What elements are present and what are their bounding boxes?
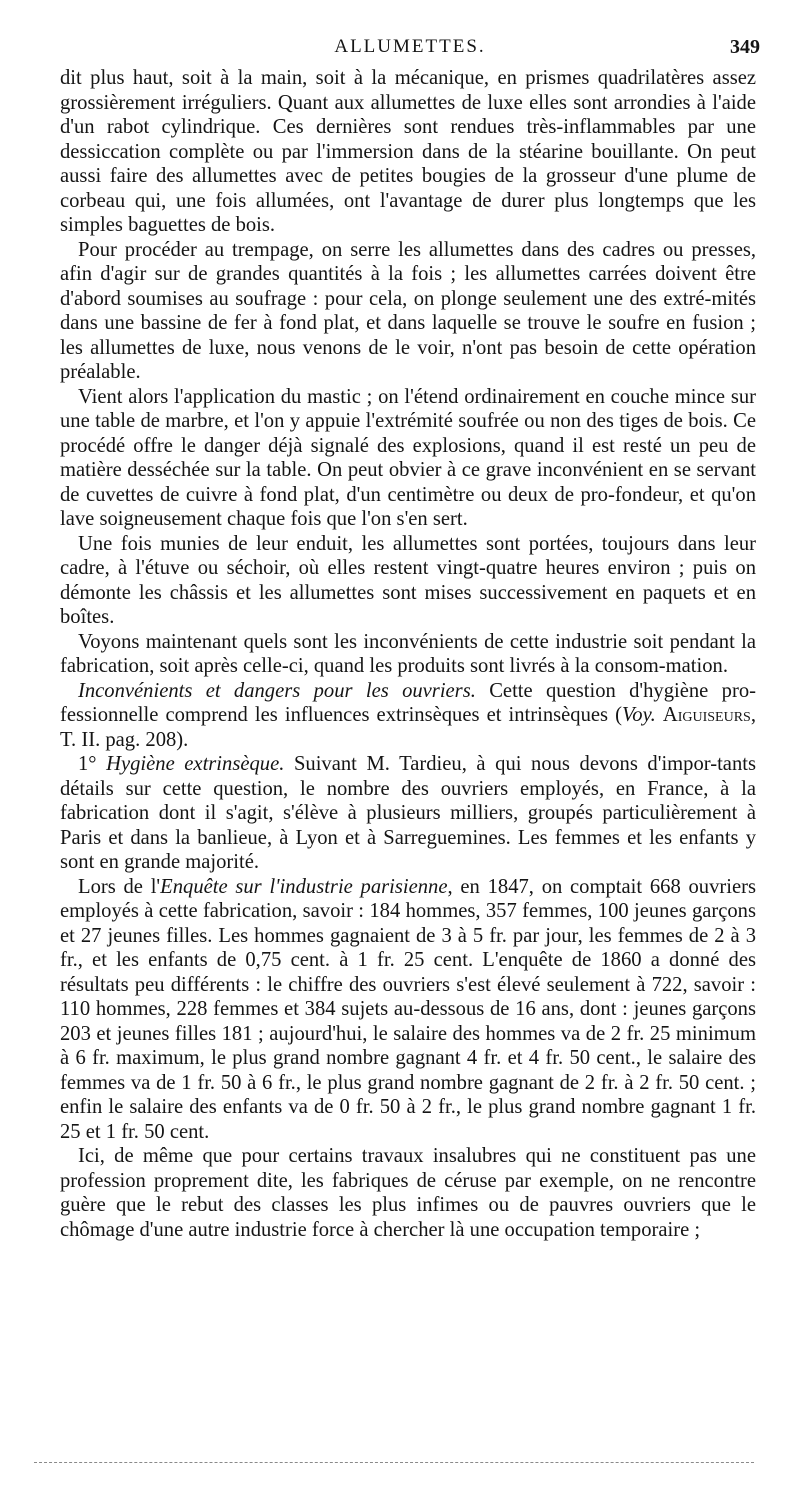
text-run: Suivant M. Tardieu, à qui nous devons d'impor-tants détails sur cette question, le nombre des ouvriers employés, en France, à la fabrication dont il s'agit, s'élève à plusieurs milliers, groupés particulièrement à Paris et dans la banlieue, à Lyon et à Sarreguemines. Les femmes et les enfants y sont en grande majorité. — [60, 753, 756, 873]
text-run: Une fois munies de leur enduit, les allumettes sont portées, toujours dans leur cadre, à l'étuve ou séchoir, où elles restent vingt-quatre heures environ ; puis on démonte les châssis et les allumettes sont mises successivement en paquets et en boîtes. — [60, 532, 756, 628]
text-run: Vient alors l'application du mastic ; on l'étend ordinairement en couche mince sur une table de marbre, et l'on y appuie l'extrémité soufrée ou non des tiges de bois. Ce procédé offre le danger déjà signalé des explosions, quand il est resté un peu de matière desséchée sur la table. On peut obvier à ce grave inconvénient en se servant de cuvettes de cuivre à fond plat, d'un centimètre ou deux de pro-fondeur, et qu'on lave soigneusement chaque fois que l'on s'en sert. — [60, 385, 756, 530]
paragraph — [60, 238, 756, 385]
text-run: Pour procéder au trempage, on serre les allumettes dans des cadres ou presses, afin d'agir sur de grandes quantités à la fois ; les allumettes carrées doivent être d'abord soumises au soufrage : pour cela, on plonge seulement une des extré-mités dans une bassine de fer à fond plat, et dans laquelle se trouve le soufre en fusion ; les allumettes de luxe, nous venons de le voir, n'ont pas besoin de cette opération préalable. — [60, 238, 756, 383]
paragraph — [60, 752, 756, 875]
running-header — [60, 36, 760, 64]
text-run: Lors de l' — [78, 875, 161, 898]
paragraph — [60, 679, 756, 753]
paragraph — [60, 630, 756, 679]
text-run: dit plus haut, soit à la main, soit à la mécanique, en prismes quadrilatères assez grossièrement irréguliers. Quant aux allumettes de luxe elles sont arrondies à l'aide d'un rabot cylindrique. Ces dernières sont rendues très-inflammables par une dessiccation complète ou par l'immersion dans de la stéarine bouillante. On peut aussi faire des allumettes avec de petites bougies de la grosseur d'une plume de corbeau qui, une fois allumées, ont l'avantage de durer plus longtemps que les simples baguettes de bois. — [60, 67, 756, 236]
italic-text: Enquête sur l'industrie parisienne — [160, 875, 448, 898]
text-run: Ici, de même que pour certains travaux insalubres qui ne constituent pas une profession proprement dite, les fabriques de céruse par exemple, on ne rencontre guère que le rebut des classes les plus infimes ou de pauvres ouvriers que le chômage d'une autre industrie force à chercher là une occupation temporaire ; — [60, 1145, 756, 1241]
paragraph — [60, 1144, 756, 1242]
text-run: 1° — [78, 753, 107, 775]
paragraph — [60, 532, 756, 630]
paragraph — [60, 385, 756, 532]
paragraph — [60, 875, 756, 1145]
running-title: ALLUMETTES. — [334, 36, 486, 57]
text-run: Voyons maintenant quels sont les inconvénients de cette industrie soit pendant la fabrication, soit après celle-ci, quand les produits sont livrés à la consom-mation. — [60, 630, 756, 677]
text-run: Aiguiseurs, T. II. pag. 208). — [60, 704, 756, 751]
footer-rule — [34, 1462, 754, 1463]
italic-text: Inconvénients et dangers pour les ouvriers. — [78, 679, 476, 702]
text-run: , en 1847, on comptait 668 ouvriers employés à cette fabrication, savoir : 184 hommes, 357 femmes, 100 jeunes garçons et 27 jeunes filles. Les hommes gagnaient de 3 à 5 fr. par jour, les femmes de 2 à 3 fr., et les enfants de 0,75 cent. à 1 fr. 25 cent. L'enquête de 1860 a donné des résultats peu différents : le chiffre des ouvriers s'est élevé seulement à 722, savoir : 110 hommes, 228 femmes et 384 sujets au-dessous de 16 ans, dont : jeunes garçons 203 et jeunes filles 181 ; aujourd'hui, le salaire des hommes va de 2 fr. 25 minimum à 6 fr. maximum, le plus grand nombre gagnant 4 fr. et 4 fr. 50 cent., le salaire des femmes va de 1 fr. 50 à 6 fr., le plus grand nombre gagnant de 2 fr. à 2 fr. 50 cent. ; enfin le salaire des enfants va de 0 fr. 50 à 2 fr., le plus grand nombre gagnant 1 fr. 25 et 1 fr. 50 cent. — [60, 875, 756, 1143]
small-caps-reference: Aiguiseurs — [662, 704, 751, 726]
page-number: 349 — [730, 36, 760, 58]
italic-text: Voy. — [622, 704, 656, 726]
italic-text: Hygiène extrinsèque. — [106, 753, 285, 775]
paragraph — [60, 66, 756, 238]
body-text — [60, 66, 756, 1242]
text-run: Cette question d'hygiène pro-fessionnelle comprend les influences extrinsèques et intrinsèques ( — [60, 679, 756, 726]
